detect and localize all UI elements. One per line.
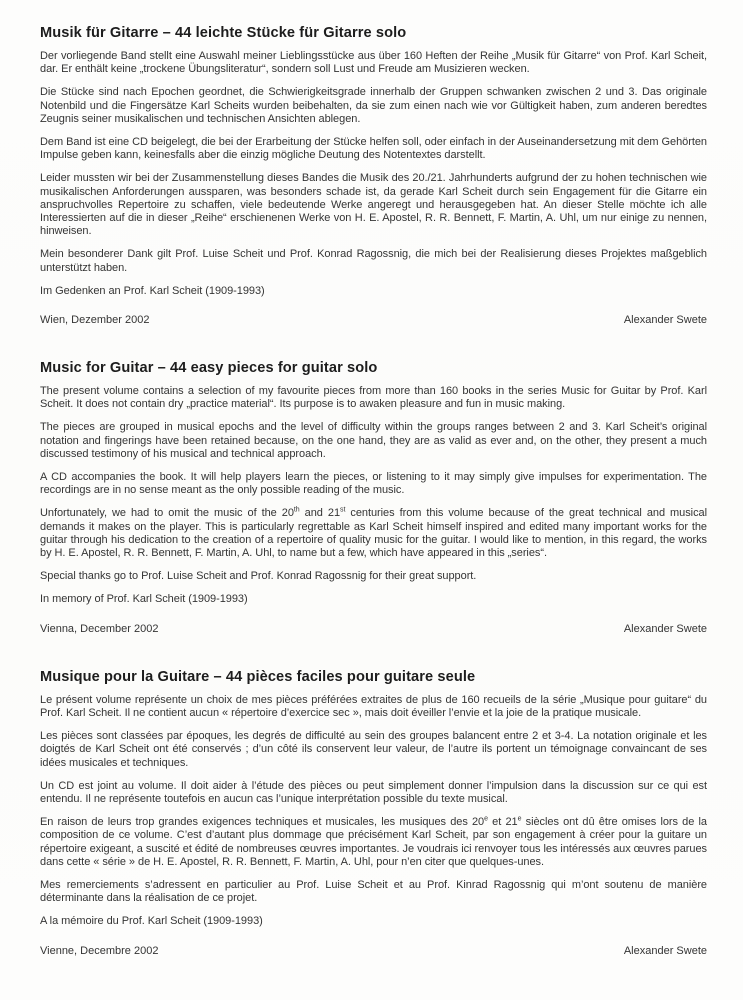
paragraph-with-superscripts [40,507,707,560]
ordinal-superscript: st [340,506,346,514]
paragraph: Die Stücke sind nach Epochen geordnet, die Schwierigkeitsgrade innerhalb der Gruppen schwanken zwischen 2 und 3. Das originale Notenbild und die Fingersätze Karl Scheits wurden beibehalten, da sie zum einen nach wie vor Gültigkeit haben, zum anderen beredtes Zeugnis seiner musikalischen und technischen Ansichten ablegen. [40,86,707,125]
signature-row [40,945,707,957]
paragraph: Mein besonderer Dank gilt Prof. Luise Scheit und Prof. Konrad Ragossnig, die mich bei der Realisierung dieses Projektes maßgeblich unterstützt haben. [40,248,707,274]
memorial-line: A la mémoire du Prof. Karl Scheit (1909-1993) [40,915,263,928]
paragraph: Mes remerciements s’adressent en particulier au Prof. Luise Scheit et au Prof. Kinrad Ragossnig qui m’ont soutenu de manière déterminante dans la réalisation de ce projet. [40,878,707,905]
paragraph: Un CD est joint au volume. Il doit aider à l’étude des pièces ou peut simplement donner l’impulsion dans la discussion sur ce qui est entendu. Il ne représente toutefois en aucun cas l’unique interprétation possible du texte musical. [40,779,707,805]
ordinal-superscript: th [293,506,300,514]
paragraph-text: Unfortunately, we had to omit the music of the 20 [40,507,294,520]
paragraph: The present volume contains a selection of my favourite pieces from more than 160 books in the series Music for Guitar by Prof. Karl Scheit. It does not contain dry „practice material“. Its purpose is to awaken pleasure and fun in music making. [40,385,707,411]
title-french: Musique pour la Guitare – 44 pièces faciles pour guitare seule [40,668,476,685]
paragraph: Der vorliegende Band stellt eine Auswahl meiner Lieblingsstücke aus über 160 Heften der Reihe „Musik für Gitarre“ von Prof. Karl Scheit, dar. Er enthält keine „trockene Übungsliteratur“, sondern soll Lust und Freude am Musizieren wecken. [40,50,707,76]
paragraph-text: siècles ont dû être omises lors de la composition de ce volume. C’est d’autant plus dommage que précisément Karl Scheit, par son engagement à créer pour la guitare un répertoire exigeant, a suscité et édité de nombreuses œuvres importantes. Je voudrais ici renvoyer tous les intéressés aux œuvres parues dans cette « série » de H. E. Apostel, R. R. Bennett, F. Martin, A. Uhl, pour n’en citer que quelques-unes. [40,816,707,868]
paragraph: Leider mussten wir bei der Zusammenstellung dieses Bandes die Musik des 20./21. Jahrhunderts aufgrund der zu hohen technischen wie musikalischen Anforderungen aussparen, was besonders schade ist, da gerade Karl Scheit durch sein Engagement für die Gitarre ein anspruchvolles Repertoire zu schaffen, viele bedeutende Werke angeregt und herausgegeben hat. An dieser Stelle möchte ich alle Interessierten auf die in dieser „Reihe“ erschienenen Werke von H. E. Apostel, R. R. Bennett, F. Martin, A. Uhl, um nur einige zu nennen, hinweisen. [40,172,707,238]
paragraph-text: En raison de leurs trop grandes exigences techniques et musicales, les musiques des 20 [40,816,485,829]
ordinal-superscript: e [484,815,488,823]
title-german: Musik für Gitarre – 44 leichte Stücke für Gitarre solo [40,25,407,41]
signature-row [40,623,707,635]
place-date: Wien, Dezember 2002 [40,314,150,327]
section-french [40,669,707,957]
title-english: Music for Guitar – 44 easy pieces for guitar solo [40,360,378,377]
paragraph: Le présent volume représente un choix de mes pièces préférées extraites de plus de 160 recueils de la série „Musique pour guitare“ du Prof. Karl Scheit. Il ne contient aucun « répertoire d’exercice sec », mais doit éveiller l’envie et la joie de la pratique musicale. [40,693,707,719]
paragraph: Special thanks go to Prof. Luise Scheit and Prof. Konrad Ragossnig for their great support. [40,570,477,583]
paragraph: Les pièces sont classées par époques, les degrés de difficulté au sein des groupes balancent entre 2 et 3-4. La notation originale et les doigtés de Karl Scheit ont été conservés ; d’un côté ils conservent leur valeur, de l’autre ils portent un témoignage convaincant de ses idées musicales et techniques. [40,730,707,769]
signature: Alexander Swete [623,944,707,957]
paragraph-with-superscripts [40,816,707,869]
paragraph: A CD accompanies the book. It will help players learn the pieces, or listening to it may simply give impulses for experimentation. The recordings are in no sense meant as the only possible reading of the music. [40,471,707,497]
memorial-line: Im Gedenken an Prof. Karl Scheit (1909-1993) [40,284,265,297]
place-date: Vienne, Decembre 2002 [40,944,159,957]
section-english [40,360,707,635]
signature: Alexander Swete [623,314,707,327]
section-german [40,25,707,326]
memorial-line: In memory of Prof. Karl Scheit (1909-1993) [40,593,248,606]
paragraph: The pieces are grouped in musical epochs and the level of difficulty within the groups ranges between 2 and 3. Karl Scheit’s original notation and fingerings have been retained because, on the one hand, they are as valid as ever and, on the other, they present a much discussed testimony of his musical and technical approach. [40,421,707,460]
paragraph: Dem Band ist eine CD beigelegt, die bei der Erarbeitung der Stücke helfen soll, oder einfach in der Auseinandersetzung mit dem Gehörten Impulse geben kann, keinesfalls aber die einzig mögliche Deutung des Notentextes darstellt. [40,136,707,162]
signature-row [40,314,707,326]
paragraph-text: and 21 [299,507,341,520]
signature: Alexander Swete [623,622,707,635]
ordinal-superscript: e [517,815,522,823]
paragraph-text: centuries from this volume because of the great technical and musical demands it makes on the player. This is particularly regrettable as Karl Scheit himself inspired and edited many important works for the guitar through his dedication to the creation of a repertoire of quality music for the guitar. I would like to mention, in this regard, the works by H. E. Apostel, R. R. Bennett, F. Martin, A. Uhl, to name but a few, which have appeared in this „series“. [40,507,707,560]
paragraph-text: et 21 [487,816,518,829]
place-date: Vienna, December 2002 [40,622,159,635]
